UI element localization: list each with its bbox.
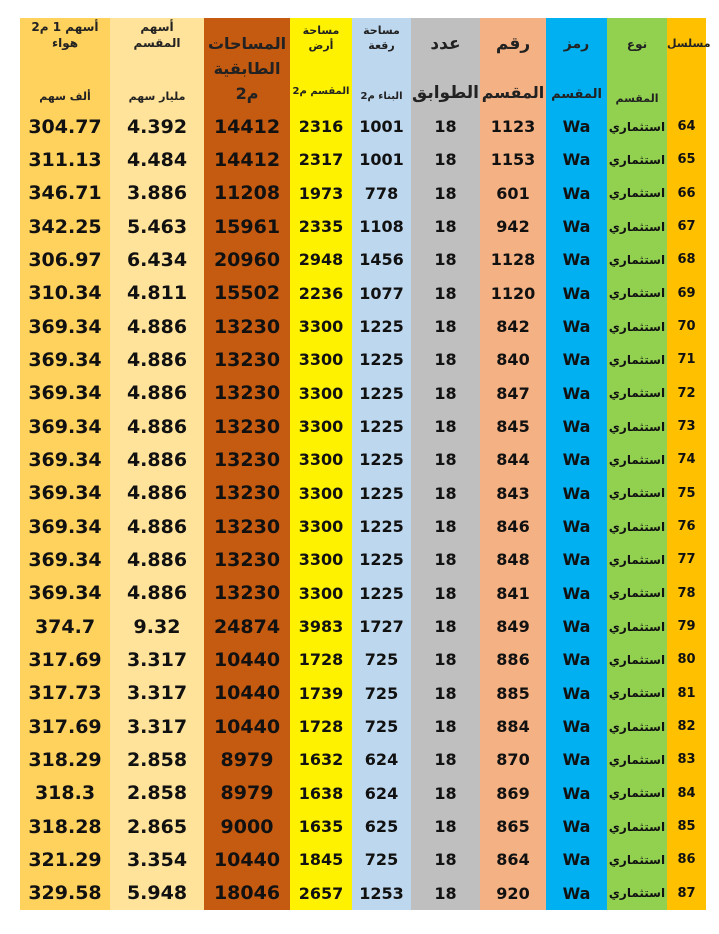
table-cell: 18 (434, 683, 457, 703)
table-cell: 13230 (213, 515, 281, 538)
table-cell: استثماري (608, 319, 666, 334)
header-title: رمز (563, 36, 590, 52)
table-cell: 18 (434, 350, 457, 370)
table-cell: 13230 (213, 548, 281, 571)
table-cell: 1128 (490, 250, 536, 270)
table-cell: 369.34 (28, 348, 102, 371)
table-cell: Wa (562, 750, 591, 770)
header-title: رقم (495, 34, 531, 54)
table-cell: 1728 (298, 650, 344, 670)
table-cell: 2335 (298, 217, 344, 237)
table-cell: 3300 (298, 383, 344, 403)
table-cell: Wa (562, 183, 591, 203)
table-cell: 346.71 (28, 182, 102, 205)
table-cell: 3300 (298, 350, 344, 370)
column-header (20, 18, 110, 110)
table-cell: 18 (434, 150, 457, 170)
table-cell: 18 (434, 317, 457, 337)
table-cell: استثماري (608, 219, 666, 234)
table-cell: استثماري (608, 619, 666, 634)
header-subtitle: رقعة (368, 39, 395, 52)
table-cell: 3.317 (126, 648, 188, 671)
table-cell: 317.69 (28, 715, 102, 738)
table-cell: 86 (677, 852, 696, 868)
table-cell: 1225 (359, 350, 404, 370)
table-cell: 725 (364, 717, 399, 737)
table-cell: Wa (562, 550, 591, 570)
table-cell: 13230 (213, 415, 281, 438)
table-cell: 317.73 (28, 682, 102, 705)
table-cell: 18 (434, 583, 457, 603)
table-cell: 5.463 (126, 215, 188, 238)
header-title: مساحة (363, 24, 400, 37)
header-unit: المقسم م2 (292, 86, 350, 97)
table-cell: استثماري (608, 386, 666, 401)
table-cell: 76 (677, 519, 696, 535)
header-unit: ألف سهم (39, 90, 91, 103)
table-cell: Wa (562, 817, 591, 837)
table-cell: 842 (496, 317, 530, 337)
table-cell: استثماري (608, 152, 666, 167)
table-cell: 14412 (213, 148, 281, 171)
table-cell: 18 (434, 483, 457, 503)
table-cell: 318.3 (34, 782, 96, 805)
table-cell: 624 (364, 750, 399, 770)
table-cell: 3300 (298, 517, 344, 537)
table-cell: استثماري (608, 252, 666, 267)
table-cell: 2657 (298, 883, 344, 903)
table-cell: استثماري (608, 552, 666, 567)
table-cell: 18 (434, 417, 457, 437)
table-cell: 318.29 (28, 748, 102, 771)
header-title: أسهم (140, 20, 174, 34)
table-cell: 2.858 (126, 748, 188, 771)
table-cell: 2.858 (126, 782, 188, 805)
table-cell: 725 (364, 683, 399, 703)
table-cell: Wa (562, 383, 591, 403)
table-cell: 84 (677, 785, 696, 801)
table-cell: 1225 (359, 383, 404, 403)
table-cell: 885 (496, 683, 530, 703)
table-cell: 80 (677, 652, 696, 668)
table-cell: 13230 (213, 382, 281, 405)
table-cell: 1253 (359, 883, 404, 903)
column-plot-code (546, 18, 607, 910)
table-cell: 725 (364, 850, 399, 870)
table-cell: 1225 (359, 483, 404, 503)
table-cell: 4.886 (126, 382, 188, 405)
column-per-m2 (20, 18, 110, 910)
table-cell: Wa (562, 150, 591, 170)
column-header (480, 18, 546, 110)
table-cell: 4.886 (126, 315, 188, 338)
table-cell: 843 (496, 483, 530, 503)
table-cell: 1225 (359, 550, 404, 570)
table-cell: Wa (562, 650, 591, 670)
table-cell: 18 (434, 750, 457, 770)
table-cell: 85 (677, 819, 696, 835)
table-cell: Wa (562, 783, 591, 803)
table-cell: Wa (562, 583, 591, 603)
table-cell: 3.354 (126, 848, 188, 871)
table-cell: استثماري (608, 452, 666, 467)
table-cell: 3300 (298, 550, 344, 570)
table-cell: 318.28 (28, 815, 102, 838)
table-cell: 4.811 (126, 282, 188, 305)
table-cell: 306.97 (28, 248, 102, 271)
table-cell: استثماري (608, 119, 666, 134)
table-cell: 2317 (298, 150, 344, 170)
table-cell: 865 (496, 817, 530, 837)
table-cell: 1108 (359, 217, 404, 237)
table-cell: Wa (562, 283, 591, 303)
table-cell: 317.69 (28, 648, 102, 671)
table-cell: 15502 (213, 282, 281, 305)
table-cell: 15961 (213, 215, 281, 238)
table-cell: 369.34 (28, 415, 102, 438)
table-cell: 10440 (213, 848, 281, 871)
table-cell: 6.434 (126, 248, 188, 271)
table-cell: Wa (562, 217, 591, 237)
table-cell: 1225 (359, 583, 404, 603)
table-cell: 18 (434, 383, 457, 403)
column-floors (411, 18, 480, 910)
table-cell: Wa (562, 883, 591, 903)
column-serial (667, 18, 711, 910)
column-header (411, 18, 480, 110)
table-cell: استثماري (608, 419, 666, 434)
table-cell: 74 (677, 452, 696, 468)
header-unit: الطوابق (412, 83, 479, 103)
table-cell: 1638 (298, 783, 344, 803)
table-cell: 4.886 (126, 482, 188, 505)
column-header (290, 18, 352, 110)
table-cell: 840 (496, 350, 530, 370)
table-cell: 18 (434, 217, 457, 237)
table-cell: 3300 (298, 483, 344, 503)
table-cell: استثماري (608, 752, 666, 767)
table-cell: 369.34 (28, 548, 102, 571)
header-unit: مليار سهم (128, 90, 186, 103)
table-cell: 9.32 (133, 615, 181, 638)
table-cell: 1225 (359, 317, 404, 337)
column-header (352, 18, 411, 110)
column-header (607, 18, 667, 110)
table-cell: Wa (562, 517, 591, 537)
table-cell: 3.317 (126, 715, 188, 738)
table-cell: 18 (434, 783, 457, 803)
table-cell: 3.886 (126, 182, 188, 205)
table-cell: 18 (434, 250, 457, 270)
column-header (110, 18, 204, 110)
table-cell: 3300 (298, 417, 344, 437)
table-cell: استثماري (608, 352, 666, 367)
table-cell: 1120 (490, 283, 536, 303)
table-cell: 725 (364, 650, 399, 670)
table-cell: استثماري (608, 486, 666, 501)
table-cell: 1077 (359, 283, 404, 303)
table-cell: 13230 (213, 315, 281, 338)
column-header (204, 18, 290, 110)
table-cell: 1225 (359, 517, 404, 537)
table-cell: 369.34 (28, 382, 102, 405)
table-cell: 845 (496, 417, 530, 437)
table-cell: استثماري (608, 586, 666, 601)
column-land-area (290, 18, 352, 910)
table-cell: 71 (677, 352, 696, 368)
table-cell: 2948 (298, 250, 344, 270)
table-cell: 8979 (220, 782, 274, 805)
table-cell: 18 (434, 450, 457, 470)
column-floor-area (204, 18, 290, 910)
table-cell: 13230 (213, 482, 281, 505)
table-cell: 920 (496, 883, 530, 903)
table-cell: استثماري (608, 286, 666, 301)
table-cell: 3300 (298, 583, 344, 603)
table-cell: Wa (562, 117, 591, 137)
table-cell: استثماري (608, 852, 666, 867)
table-cell: 2.865 (126, 815, 188, 838)
table-cell: 778 (364, 183, 399, 203)
table-cell: 311.13 (28, 148, 102, 171)
table-cell: 1153 (490, 150, 536, 170)
table-cell: 601 (496, 183, 530, 203)
header-subtitle: هواء (51, 36, 79, 50)
table-cell: 847 (496, 383, 530, 403)
table-cell: 18 (434, 817, 457, 837)
table-cell: Wa (562, 317, 591, 337)
table-cell: 18 (434, 283, 457, 303)
table-cell: 13230 (213, 348, 281, 371)
table-cell: 4.886 (126, 448, 188, 471)
table-cell: 3983 (298, 617, 344, 637)
table-cell: Wa (562, 717, 591, 737)
table-cell: 8979 (220, 748, 274, 771)
table-cell: 10440 (213, 648, 281, 671)
header-subtitle: الطابقية (213, 59, 281, 78)
table-cell: 4.392 (126, 115, 188, 138)
table-cell: 24874 (213, 615, 281, 638)
table-cell: 73 (677, 419, 696, 435)
table-cell: 2316 (298, 117, 344, 137)
table-cell: 1001 (359, 150, 404, 170)
table-cell: Wa (562, 450, 591, 470)
header-title: نوع (626, 37, 648, 51)
table-cell: 4.886 (126, 515, 188, 538)
table-cell: 77 (677, 552, 696, 568)
table-cell: 1973 (298, 183, 344, 203)
table-cell: 624 (364, 783, 399, 803)
table-cell: 1845 (298, 850, 344, 870)
table-cell: 4.886 (126, 415, 188, 438)
table-cell: 625 (364, 817, 399, 837)
table-cell: Wa (562, 483, 591, 503)
header-subtitle: المقسم (133, 36, 181, 50)
plots-table (20, 18, 711, 910)
table-cell: Wa (562, 617, 591, 637)
table-cell: 13230 (213, 448, 281, 471)
table-cell: 13230 (213, 582, 281, 605)
table-cell: 369.34 (28, 515, 102, 538)
header-title: مساحة (302, 24, 340, 37)
column-plot-no (480, 18, 546, 910)
header-title: عدد (430, 34, 461, 54)
table-cell: 11208 (213, 182, 281, 205)
table-cell: 18 (434, 717, 457, 737)
header-title: أسهم 1 م2 (31, 20, 99, 34)
header-unit: المقسم (615, 92, 659, 105)
table-cell: 1001 (359, 117, 404, 137)
table-cell: 1123 (490, 117, 536, 137)
table-cell: 67 (677, 219, 696, 235)
table-cell: 369.34 (28, 482, 102, 505)
table-cell: 1739 (298, 683, 344, 703)
table-cell: 69 (677, 285, 696, 301)
table-cell: 310.34 (28, 282, 102, 305)
header-unit: المقسم (551, 87, 602, 102)
table-cell: 87 (677, 885, 696, 901)
table-cell: 18 (434, 850, 457, 870)
table-cell: استثماري (608, 652, 666, 667)
table-cell: 1456 (359, 250, 404, 270)
table-cell: 18046 (213, 882, 281, 905)
table-cell: 10440 (213, 715, 281, 738)
table-cell: 369.34 (28, 582, 102, 605)
header-title: مسلسل (667, 37, 711, 50)
table-cell: 321.29 (28, 848, 102, 871)
table-cell: 82 (677, 719, 696, 735)
table-cell: 64 (677, 119, 696, 135)
table-cell: 81 (677, 685, 696, 701)
table-cell: 83 (677, 752, 696, 768)
table-cell: استثماري (608, 786, 666, 801)
table-cell: 1632 (298, 750, 344, 770)
table-cell: 841 (496, 583, 530, 603)
table-cell: 79 (677, 619, 696, 635)
table-cell: 846 (496, 517, 530, 537)
table-cell: 18 (434, 183, 457, 203)
table-cell: استثماري (608, 686, 666, 701)
table-cell: Wa (562, 350, 591, 370)
table-cell: استثماري (608, 886, 666, 901)
header-unit: م2 (235, 84, 259, 103)
table-cell: 2236 (298, 283, 344, 303)
table-cell: Wa (562, 683, 591, 703)
table-cell: 4.886 (126, 548, 188, 571)
table-cell: 9000 (220, 815, 274, 838)
table-cell: 14412 (213, 115, 281, 138)
table-cell: 942 (496, 217, 530, 237)
header-unit: البناء م2 (360, 91, 403, 102)
table-cell: 329.58 (28, 882, 102, 905)
table-cell: 4.886 (126, 348, 188, 371)
column-header (546, 18, 607, 110)
table-cell: 72 (677, 385, 696, 401)
table-cell: 18 (434, 550, 457, 570)
table-cell: استثماري (608, 186, 666, 201)
table-cell: 18 (434, 650, 457, 670)
table-cell: Wa (562, 250, 591, 270)
table-cell: 3.317 (126, 682, 188, 705)
header-subtitle: أرض (308, 39, 334, 52)
table-cell: 1225 (359, 450, 404, 470)
table-cell: Wa (562, 417, 591, 437)
header-title: المساحات (207, 34, 287, 53)
table-cell: استثماري (608, 719, 666, 734)
table-cell: 848 (496, 550, 530, 570)
table-cell: 1728 (298, 717, 344, 737)
table-cell: 870 (496, 750, 530, 770)
table-cell: 18 (434, 617, 457, 637)
table-cell: 66 (677, 185, 696, 201)
table-cell: 374.7 (34, 615, 96, 638)
table-cell: 844 (496, 450, 530, 470)
table-cell: 864 (496, 850, 530, 870)
column-header (667, 18, 711, 110)
column-footprint (352, 18, 411, 910)
table-cell: 1225 (359, 417, 404, 437)
table-cell: 4.886 (126, 582, 188, 605)
table-cell: 1727 (359, 617, 404, 637)
table-cell: 849 (496, 617, 530, 637)
column-shares (110, 18, 204, 910)
table-cell: 18 (434, 117, 457, 137)
table-cell: 886 (496, 650, 530, 670)
table-cell: 78 (677, 585, 696, 601)
table-cell: 65 (677, 152, 696, 168)
table-cell: 10440 (213, 682, 281, 705)
header-unit: المقسم (481, 83, 545, 102)
table-cell: 68 (677, 252, 696, 268)
table-cell: 342.25 (28, 215, 102, 238)
table-cell: 5.948 (126, 882, 188, 905)
table-cell: 884 (496, 717, 530, 737)
table-cell: استثماري (608, 519, 666, 534)
table-cell: 869 (496, 783, 530, 803)
table-cell: 369.34 (28, 315, 102, 338)
table-cell: 4.484 (126, 148, 188, 171)
table-cell: 1635 (298, 817, 344, 837)
table-cell: استثماري (608, 819, 666, 834)
table-cell: 70 (677, 319, 696, 335)
table-cell: 3300 (298, 450, 344, 470)
table-cell: 18 (434, 883, 457, 903)
table-cell: 304.77 (28, 115, 102, 138)
table-cell: 75 (677, 485, 696, 501)
table-cell: 3300 (298, 317, 344, 337)
column-plot-type (607, 18, 667, 910)
table-cell: Wa (562, 850, 591, 870)
table-cell: 18 (434, 517, 457, 537)
table-cell: 369.34 (28, 448, 102, 471)
table-cell: 20960 (213, 248, 281, 271)
